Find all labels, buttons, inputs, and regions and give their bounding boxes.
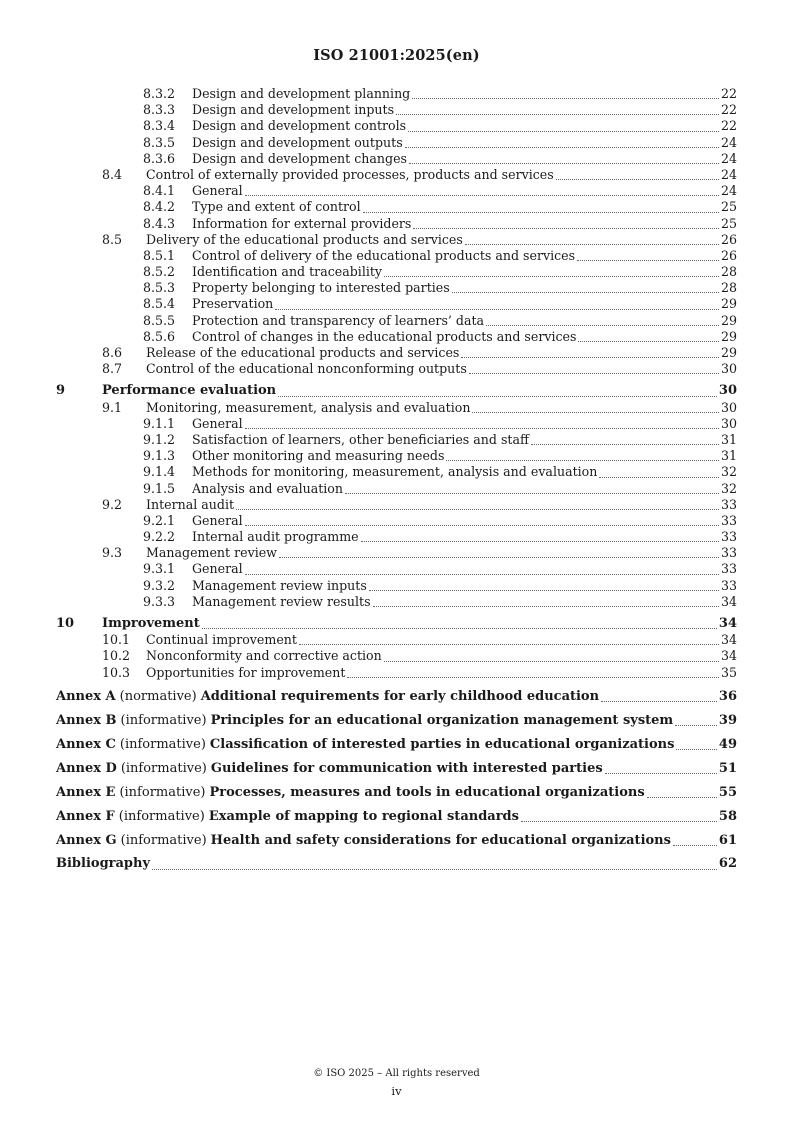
section-title: Protection and transparency of learners’ data <box>192 312 485 328</box>
section-number: 8.5.3 <box>143 280 176 296</box>
dot-leader <box>396 113 719 115</box>
toc-entry[interactable] <box>56 785 737 801</box>
dot-leader <box>601 700 717 702</box>
toc-entry[interactable] <box>56 561 737 577</box>
section-number: 10 <box>56 616 75 631</box>
section-number: 9.1.5 <box>143 480 176 496</box>
page-ref: 30 <box>720 361 737 377</box>
toc-entry[interactable] <box>56 264 737 280</box>
page-ref: 22 <box>720 118 737 134</box>
section-title: Analysis and evaluation <box>192 480 344 496</box>
section-title: Type and extent of control <box>192 199 361 215</box>
dot-leader <box>673 844 717 846</box>
toc-entry[interactable] <box>56 361 737 377</box>
section-number: 8.4.1 <box>143 183 176 199</box>
page-ref: 26 <box>720 247 737 263</box>
annex-type: (normative) <box>120 689 201 705</box>
toc-entry[interactable] <box>56 199 737 215</box>
toc-entry[interactable] <box>56 313 737 329</box>
page-ref: 33 <box>720 496 737 512</box>
section-title: Design and development outputs <box>192 134 403 150</box>
dot-leader <box>675 724 717 726</box>
page-ref: 62 <box>718 856 737 872</box>
section-title: Release of the educational products and services <box>146 345 460 360</box>
page-ref: 29 <box>720 345 737 360</box>
page-ref: 28 <box>720 280 737 296</box>
annex-label: Annex E <box>56 785 119 801</box>
copyright-notice: © ISO 2025 – All rights reserved <box>313 1068 480 1079</box>
section-title: Management review inputs <box>192 577 367 593</box>
dot-leader <box>412 97 719 99</box>
page-ref: 33 <box>720 577 737 593</box>
section-title: Continual improvement <box>146 632 297 648</box>
section-number: 8.3.4 <box>143 118 176 134</box>
section-number: 10.2 <box>102 648 131 664</box>
toc-entry[interactable] <box>56 481 737 497</box>
page-ref: 30 <box>720 399 737 415</box>
dot-leader <box>369 589 719 591</box>
page-ref: 24 <box>720 150 737 166</box>
annex-label: Annex B <box>56 713 121 729</box>
page-ref: 33 <box>720 561 737 577</box>
dot-leader <box>245 573 719 575</box>
dot-leader <box>363 211 719 213</box>
section-title: Preservation <box>192 296 274 312</box>
section-title: Design and development controls <box>192 118 407 134</box>
dot-leader <box>647 796 717 798</box>
document-title: ISO 21001:2025(en) <box>313 47 480 64</box>
document-header <box>0 47 793 64</box>
section-number: 8.3.3 <box>143 102 176 118</box>
section-number: 8.5.1 <box>143 247 176 263</box>
annex-label: Annex C <box>56 737 120 753</box>
toc-entry[interactable] <box>56 856 737 872</box>
section-title: Principles for an educational organization management system <box>210 713 674 729</box>
dot-leader <box>409 162 719 164</box>
section-title: Guidelines for communication with interested parties <box>210 760 603 776</box>
toc-entry[interactable] <box>56 280 737 296</box>
toc-entry[interactable] <box>56 616 737 632</box>
toc-entry[interactable] <box>56 761 737 777</box>
toc-entry[interactable] <box>56 296 737 312</box>
toc-entry[interactable] <box>56 416 737 432</box>
section-title: Control of externally provided processes, products and services <box>146 166 554 182</box>
page-ref: 33 <box>720 512 737 528</box>
dot-leader <box>279 556 719 558</box>
dot-leader <box>599 476 719 478</box>
page-ref: 35 <box>720 664 737 680</box>
dot-leader <box>152 868 717 870</box>
toc-entry[interactable] <box>56 578 737 594</box>
dot-leader <box>373 605 719 607</box>
section-title: Management review results <box>192 593 371 609</box>
page-ref: 24 <box>720 183 737 199</box>
section-number: 8.4.3 <box>143 215 176 231</box>
section-number: 8.3.2 <box>143 86 176 101</box>
section-number: 8.5 <box>102 231 123 247</box>
section-number: 8.4.2 <box>143 199 176 215</box>
toc-entry[interactable] <box>56 345 737 361</box>
page-ref: 28 <box>720 264 737 280</box>
section-title: Identification and traceability <box>192 264 383 280</box>
page-ref: 29 <box>720 328 737 344</box>
section-number: 8.3.6 <box>143 150 176 166</box>
page-ref: 29 <box>720 312 737 328</box>
section-number: 8.3.5 <box>143 134 176 150</box>
section-number: 9.2 <box>102 496 123 512</box>
page-ref: 22 <box>720 102 737 118</box>
section-title: Other monitoring and measuring needs <box>192 448 445 464</box>
page-ref: 32 <box>720 480 737 496</box>
section-title: General <box>192 512 243 528</box>
section-number: 8.5.6 <box>143 328 176 344</box>
page-ref: 34 <box>720 632 737 648</box>
page-ref: 58 <box>718 808 737 824</box>
annex-type: (informative) <box>121 713 211 729</box>
page-ref: 30 <box>718 383 737 399</box>
section-title: Performance evaluation <box>102 383 277 399</box>
section-title: Nonconformity and corrective action <box>146 648 382 664</box>
dot-leader <box>299 643 719 645</box>
section-title: Example of mapping to regional standards <box>208 808 519 824</box>
toc-entry[interactable] <box>56 151 737 167</box>
dot-leader <box>408 130 719 132</box>
toc-entry[interactable] <box>56 513 737 529</box>
section-title: Control of the educational nonconforming outputs <box>146 361 467 377</box>
page-ref: 34 <box>720 648 737 664</box>
annex-label: Annex A <box>56 689 120 705</box>
section-title: Internal audit <box>146 496 235 512</box>
toc-entry[interactable] <box>56 809 737 825</box>
section-title: Delivery of the educational products and services <box>146 231 463 247</box>
dot-leader <box>521 820 717 822</box>
page-ref: 55 <box>718 784 737 800</box>
annex-type: (informative) <box>121 833 211 849</box>
toc-entry[interactable] <box>56 329 737 345</box>
toc-entry[interactable] <box>56 183 737 199</box>
dot-leader <box>413 227 719 229</box>
dot-leader <box>245 194 719 196</box>
section-title: Health and safety considerations for educational organizations <box>210 832 671 848</box>
toc-entry[interactable] <box>56 383 737 399</box>
dot-leader <box>275 308 719 310</box>
section-number: 9.3 <box>102 545 123 561</box>
dot-leader <box>245 524 719 526</box>
toc-entry[interactable] <box>56 400 737 416</box>
section-title: Opportunities for improvement <box>146 664 346 680</box>
dot-leader <box>347 676 719 678</box>
section-title: General <box>192 415 243 431</box>
page-ref: 24 <box>720 166 737 182</box>
toc-entry[interactable] <box>56 232 737 248</box>
section-number: 9.1.4 <box>143 464 176 480</box>
toc-entry[interactable] <box>56 135 737 151</box>
toc-entry[interactable] <box>56 713 737 729</box>
dot-leader <box>245 427 719 429</box>
toc-entry[interactable] <box>56 248 737 264</box>
dot-leader <box>531 443 719 445</box>
section-title: Information for external providers <box>192 215 412 231</box>
page-ref: 39 <box>718 713 737 729</box>
annex-type: (informative) <box>120 737 210 753</box>
section-number: 9.1.2 <box>143 431 176 447</box>
toc-entry[interactable] <box>56 737 737 753</box>
toc-entry[interactable] <box>56 464 737 480</box>
section-title: Management review <box>146 545 277 561</box>
page-ref: 24 <box>720 134 737 150</box>
section-number: 9.3.1 <box>143 561 176 577</box>
section-number: 9.1 <box>102 399 123 415</box>
section-number: 9.3.2 <box>143 577 176 593</box>
annex-type: (informative) <box>119 809 209 825</box>
section-title: Classification of interested parties in educational organizations <box>209 737 675 752</box>
section-title: Monitoring, measurement, analysis and evaluation <box>146 399 471 415</box>
section-title: Satisfaction of learners, other beneficiaries and staff <box>192 431 529 447</box>
annex-type: (informative) <box>121 761 211 777</box>
page-ref: 32 <box>720 464 737 480</box>
toc-entry[interactable] <box>56 648 737 664</box>
toc-entry[interactable] <box>56 118 737 134</box>
toc-entry[interactable] <box>56 689 737 705</box>
section-title: Internal audit programme <box>192 529 359 545</box>
dot-leader <box>278 395 717 397</box>
toc-entry[interactable] <box>56 432 737 448</box>
dot-leader <box>202 627 717 629</box>
page-ref: 31 <box>720 431 737 447</box>
page-ref: 26 <box>720 231 737 247</box>
page-ref: 51 <box>718 760 737 776</box>
section-number: 8.6 <box>102 345 123 360</box>
section-title: General <box>192 561 243 577</box>
toc-entry[interactable] <box>56 545 737 561</box>
dot-leader <box>361 540 719 542</box>
section-title: Control of delivery of the educational products and services <box>192 247 576 263</box>
section-number: 9.2.2 <box>143 529 176 545</box>
page-number: iv <box>391 1084 402 1098</box>
toc-entry[interactable] <box>56 448 737 464</box>
dot-leader <box>236 508 719 510</box>
section-title: Methods for monitoring, measurement, analysis and evaluation <box>192 464 598 480</box>
page-ref: 31 <box>720 448 737 464</box>
section-title: Design and development inputs <box>192 102 395 118</box>
section-number: 8.5.5 <box>143 312 176 328</box>
dot-leader <box>486 324 719 326</box>
dot-leader <box>465 243 719 245</box>
dot-leader <box>446 459 719 461</box>
dot-leader <box>605 772 717 774</box>
dot-leader <box>405 146 719 148</box>
section-number: 10.3 <box>102 664 131 680</box>
page-ref: 30 <box>720 415 737 431</box>
annex-label: Annex D <box>56 761 121 777</box>
section-number: 9.2.1 <box>143 512 176 528</box>
page-footer <box>0 1067 793 1098</box>
toc-entry[interactable] <box>56 102 737 118</box>
section-title: Bibliography <box>56 856 151 872</box>
dot-leader <box>469 372 719 374</box>
toc-entry[interactable] <box>56 632 737 648</box>
annex-type: (informative) <box>119 785 209 801</box>
page-ref: 33 <box>720 529 737 545</box>
section-title: General <box>192 183 243 199</box>
page-ref: 34 <box>718 616 737 631</box>
section-title: Property belonging to interested parties <box>192 280 450 296</box>
toc-entry[interactable] <box>56 833 737 849</box>
page-ref: 49 <box>718 737 737 752</box>
dot-leader <box>556 178 719 180</box>
section-number: 8.7 <box>102 361 123 377</box>
section-title: Control of changes in the educational products and services <box>192 328 577 344</box>
dot-leader <box>577 259 719 261</box>
section-number: 9 <box>56 383 66 399</box>
toc-entry[interactable] <box>56 216 737 232</box>
section-title: Design and development changes <box>192 150 407 166</box>
page-ref: 33 <box>720 545 737 561</box>
page-ref: 25 <box>720 199 737 215</box>
toc-entry[interactable] <box>56 497 737 513</box>
dot-leader <box>345 492 719 494</box>
page-ref: 22 <box>720 86 737 101</box>
section-number: 10.1 <box>102 632 131 648</box>
toc-entry[interactable] <box>56 594 737 610</box>
section-number: 8.4 <box>102 166 123 182</box>
table-of-contents <box>56 86 737 873</box>
section-title: Processes, measures and tools in educational organizations <box>209 784 645 800</box>
section-number: 9.1.3 <box>143 448 176 464</box>
toc-entry[interactable] <box>56 167 737 183</box>
dot-leader <box>578 340 719 342</box>
toc-entry[interactable] <box>56 529 737 545</box>
dot-leader <box>452 291 719 293</box>
section-number: 9.1.1 <box>143 415 176 431</box>
section-number: 8.5.4 <box>143 296 176 312</box>
dot-leader <box>461 356 719 358</box>
toc-entry[interactable] <box>56 665 737 681</box>
page-ref: 36 <box>718 689 737 705</box>
section-title: Design and development planning <box>192 86 411 101</box>
dot-leader <box>676 748 716 750</box>
dot-leader <box>384 275 719 277</box>
dot-leader <box>384 660 719 662</box>
section-number: 8.5.2 <box>143 264 176 280</box>
section-title: Improvement <box>102 616 200 631</box>
page-ref: 29 <box>720 296 737 312</box>
annex-label: Annex F <box>56 809 119 825</box>
page-ref: 25 <box>720 215 737 231</box>
section-number: 9.3.3 <box>143 593 176 609</box>
section-title: Additional requirements for early childhood education <box>200 689 600 705</box>
dot-leader <box>472 411 719 413</box>
annex-label: Annex G <box>56 833 121 849</box>
toc-entry[interactable] <box>56 86 737 102</box>
page-ref: 34 <box>720 593 737 609</box>
page-ref: 61 <box>718 832 737 848</box>
